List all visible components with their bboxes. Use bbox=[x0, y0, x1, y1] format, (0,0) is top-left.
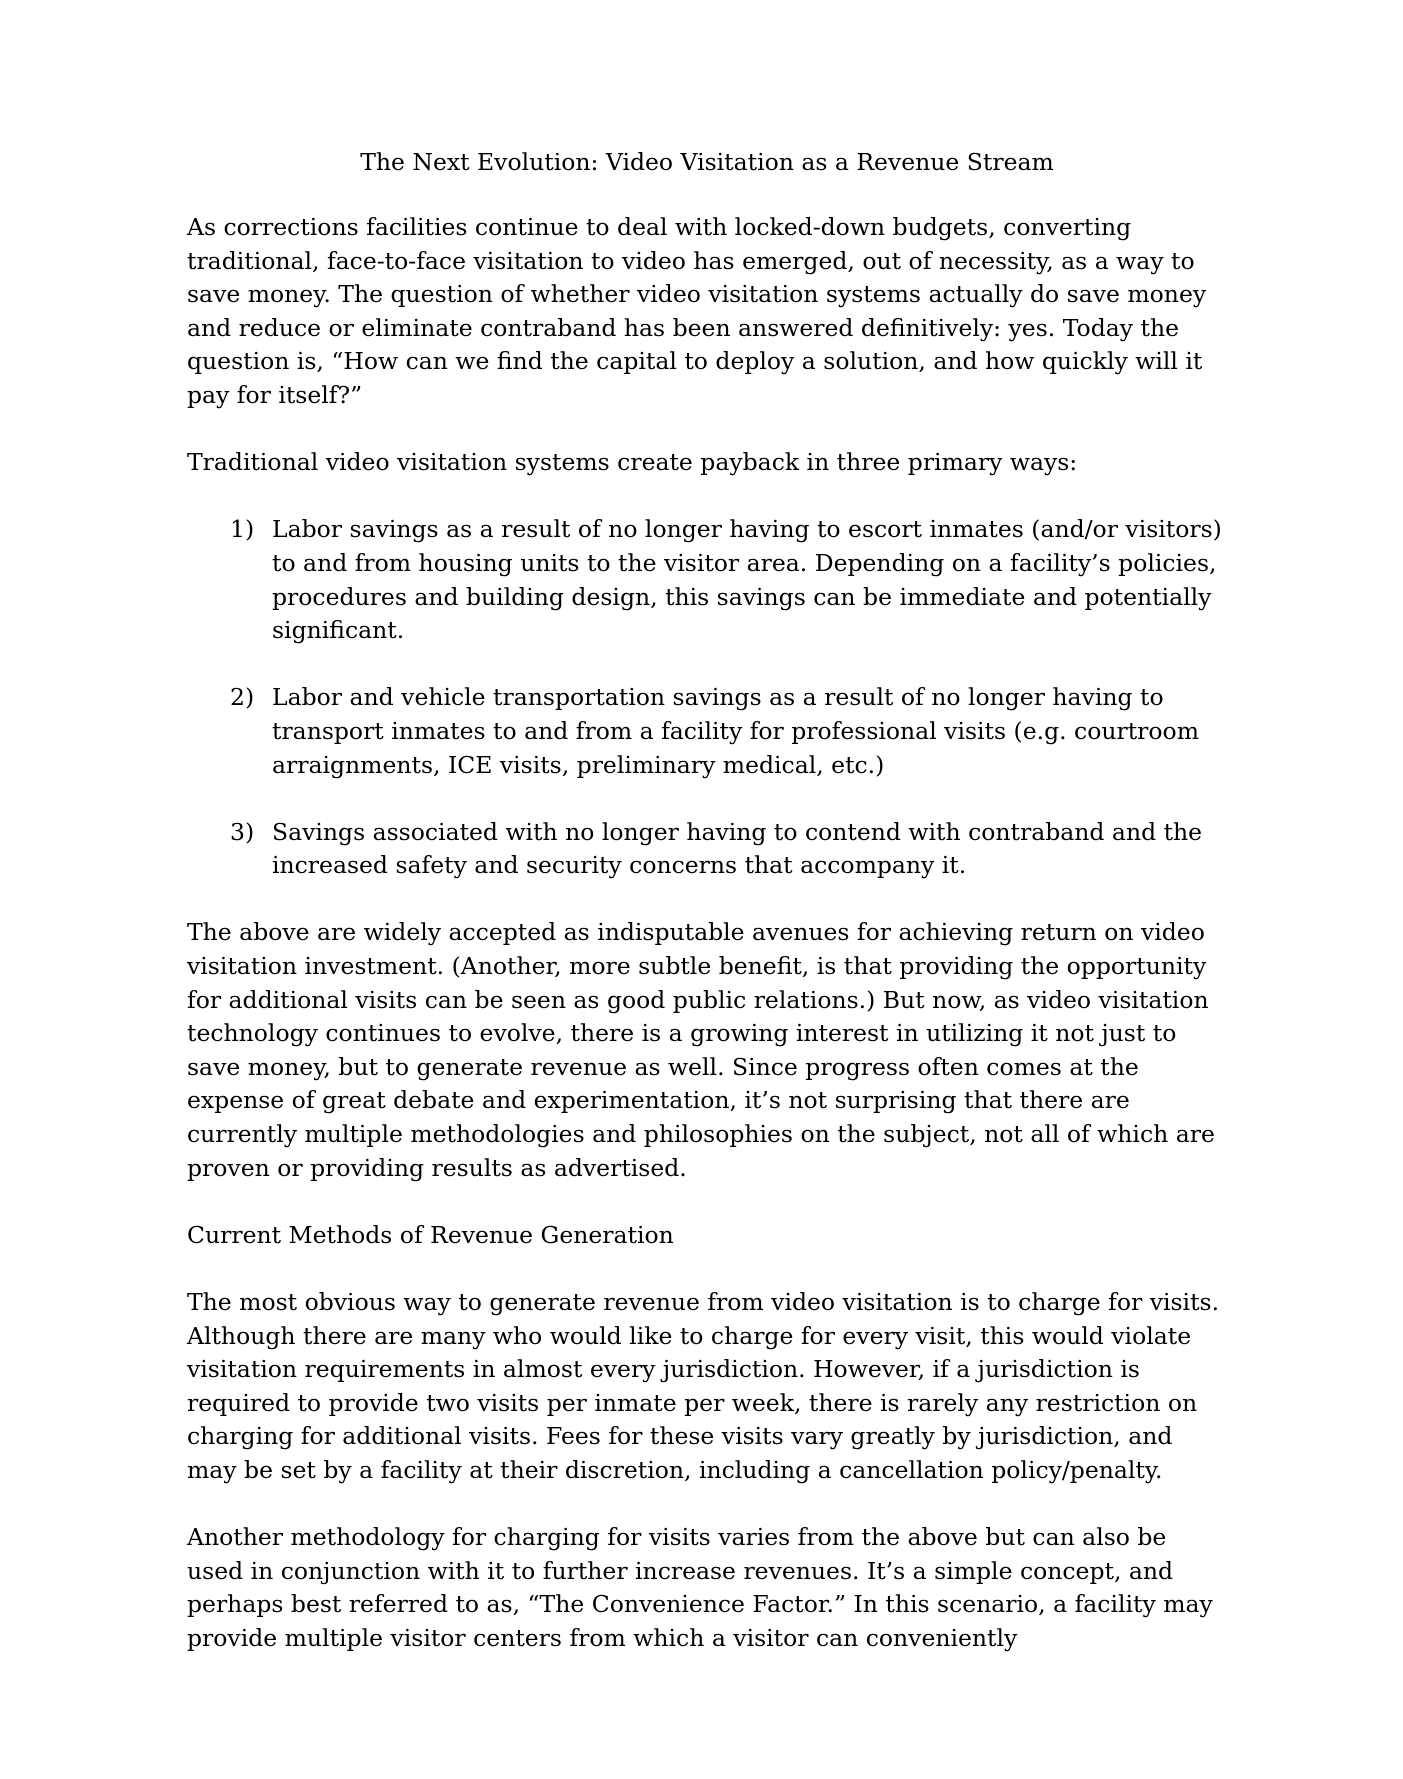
list-item-text: Labor savings as a result of no longer having to escort inmates (and/or visitors) to and from housing units to the visitor area. Depending on a facility’s policies, procedures and building design, this savings can be immediate and potentially significant. bbox=[272, 515, 1222, 645]
list-item bbox=[187, 816, 1227, 883]
document-page bbox=[187, 146, 1227, 1689]
list-item-number: 2) bbox=[230, 683, 255, 712]
payback-intro-paragraph: Traditional video visitation systems create payback in three primary ways: bbox=[187, 448, 1078, 477]
list-item-text: Savings associated with no longer having to contend with contraband and the increased safety and security concerns that accompany it. bbox=[272, 817, 1203, 880]
section-paragraph: Another methodology for charging for visits varies from the above but can also be used in conjunction with it to further increase revenues. It’s a simple concept, and perhaps best referred to as, “The Convenience Factor.” In this scenario, a facility may provide multiple visitor centers from which a visitor can conveniently bbox=[187, 1523, 1213, 1652]
document-title: The Next Evolution: Video Visitation as a Revenue Stream bbox=[360, 148, 1054, 176]
list-item-text: Labor and vehicle transportation savings as a result of no longer having to transport inmates to and from a facility for professional visits (e.g. courtroom arraignments, ICE visits, preliminary medical, etc.) bbox=[272, 683, 1199, 779]
payback-list bbox=[187, 513, 1227, 883]
list-item-number: 1) bbox=[230, 515, 255, 544]
section-paragraph: The most obvious way to generate revenue from video visitation is to charge for visits. Although there are many who would like to charge for every visit, this would violate visitation requirements in almost every jurisdiction. However, if a jurisdiction is required to provide two visits per inmate per week, there is rarely any restriction on charging for additional visits. Fees for these visits vary greatly by jurisdiction, and may be set by a facility at their discretion, including a cancellation policy/penalty. bbox=[187, 1288, 1220, 1484]
after-list-paragraph: The above are widely accepted as indisputable avenues for achieving return on video visitation investment. (Another, more subtle benefit, is that providing the opportunity for additional visits can be seen as good public relations.) But now, as video visitation technology continues to evolve, there is a growing interest in utilizing it not just to save money, but to generate revenue as well. Since progress often comes at the expense of great debate and experimentation, it’s not surprising that there are currently multiple methodologies and philosophies on the subject, not all of which are proven or providing results as advertised. bbox=[187, 918, 1215, 1182]
list-item-number: 3) bbox=[230, 817, 255, 846]
list-item bbox=[187, 681, 1227, 782]
list-item bbox=[187, 513, 1227, 647]
section-heading: Current Methods of Revenue Generation bbox=[187, 1220, 674, 1249]
intro-paragraph: As corrections facilities continue to deal with locked-down budgets, converting traditional, face-to-face visitation to video has emerged, out of necessity, as a way to save money. The question of whether video visitation systems actually do save money and reduce or eliminate contraband has been answered definitively: yes. Today the question is, “How can we find the capital to deploy a solution, and how quickly will it pay for itself?” bbox=[187, 213, 1207, 409]
